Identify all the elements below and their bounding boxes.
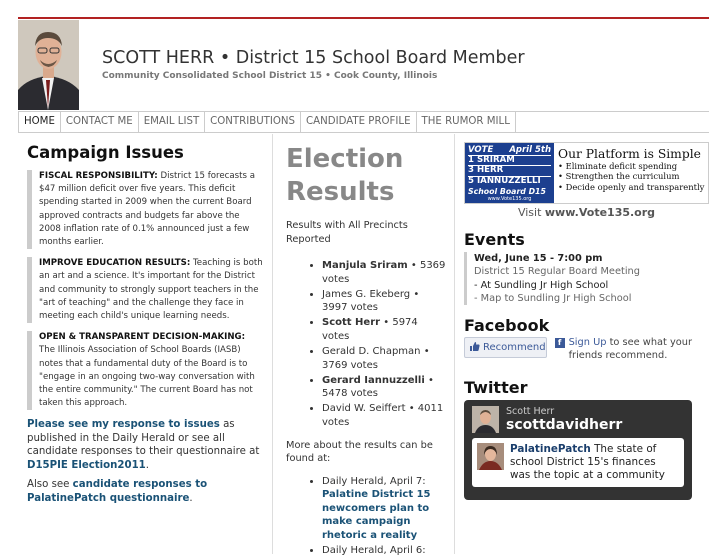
twitter-heading: Twitter bbox=[464, 378, 528, 398]
tweet-user-link[interactable]: PalatinePatch bbox=[510, 443, 591, 456]
twitter-handle[interactable]: scottdavidherr bbox=[506, 417, 623, 434]
events-section bbox=[464, 230, 709, 305]
recommend-button[interactable]: Recommend bbox=[464, 337, 547, 358]
results-intro: Results with All Precincts Reported bbox=[286, 220, 408, 245]
issue-block bbox=[27, 170, 263, 249]
issue-text: The Illinois Association of School Boards (IASB) notes that a fundamental duty of the Board is to "engage in an ongoing two-way conversation with the entire community." The current Board has not taken this approach. bbox=[39, 345, 255, 409]
event-map-link[interactable]: - Map to Sundling Jr High School bbox=[474, 292, 632, 304]
election-results-section bbox=[286, 143, 446, 559]
issue-title: OPEN & TRANSPARENT DECISION-MAKING: bbox=[39, 332, 246, 343]
list-item: • Gerard Iannuzzelli • 5478 votes bbox=[322, 374, 446, 401]
facebook-signup-link[interactable]: Sign Up bbox=[568, 337, 607, 349]
main-nav bbox=[18, 111, 709, 133]
list-item: • David W. Seiffert • 4011 votes bbox=[322, 402, 446, 429]
list-item: • Daily Herald, April 6: bbox=[322, 544, 446, 558]
tweet bbox=[472, 438, 684, 487]
header-rule bbox=[18, 17, 709, 19]
twitter-widget bbox=[464, 400, 692, 500]
event-title: District 15 Regular Board Meeting bbox=[474, 266, 640, 278]
twitter-section bbox=[464, 378, 709, 500]
results-links bbox=[286, 475, 446, 558]
site-subtitle: Community Consolidated School District 15 • Cook County, Illinois bbox=[102, 71, 438, 81]
response-to-issues-link[interactable]: Please see my response to issues bbox=[27, 419, 220, 431]
issue-title: FISCAL RESPONSIBILITY: bbox=[39, 171, 158, 181]
list-item: • Manjula Sriram • 5369 votes bbox=[322, 259, 446, 286]
facebook-heading: Facebook bbox=[464, 316, 550, 336]
issue-text: District 15 forecasts a $47 million deficit over five years. This deficit spending started in 2009 when the current Board approved contracts and budgets far above the 2008 inflation rate of 0.1% announced just a few months earlier. bbox=[39, 171, 255, 248]
campaign-issues-section bbox=[27, 143, 263, 505]
issues-response-paragraph: Please see my response to issues as published in the Daily Herald or see all candidate responses to their questionnaire at D15PIE Election2011. bbox=[27, 419, 260, 471]
patch-paragraph: Also see candidate responses to PalatinePatch questionnaire. bbox=[27, 479, 208, 504]
tweet-text: The state of school District 15's finances was the topic at a community bbox=[510, 443, 665, 482]
nav-home[interactable]: HOME bbox=[18, 112, 61, 132]
issue-block bbox=[27, 257, 263, 323]
platform-text: Our Platform is Simple • Eliminate deficit spending • Strengthen the curriculum • Decide openly and transparently bbox=[558, 147, 705, 192]
daily-herald-link[interactable]: Palatine District 15 newcomers plan to make campaign rhetoric a reality bbox=[322, 489, 431, 541]
avatar bbox=[477, 443, 504, 470]
facebook-signup-text: f Sign Up to see what your friends recommend. bbox=[555, 337, 709, 362]
results-list bbox=[286, 259, 446, 430]
nav-contact-me[interactable]: CONTACT ME bbox=[61, 112, 139, 132]
event-item bbox=[464, 252, 709, 305]
candidate-photo bbox=[18, 20, 79, 110]
column-divider bbox=[272, 134, 273, 554]
sidebar bbox=[464, 142, 709, 500]
patch-questionnaire-link[interactable]: candidate responses to PalatinePatch questionnaire bbox=[27, 479, 208, 504]
ballot-graphic: VOTE April 5th 1 SRIRAM 3 HERR 5 IANNUZZELLI School Board D15 www.Vote135.org bbox=[465, 143, 554, 203]
thumbs-up-icon bbox=[469, 341, 480, 355]
facebook-section bbox=[464, 316, 709, 362]
issue-text: Teaching is both an art and a science. It's important for the District and community to strongly support teachers in the "art of teaching" and the challenge they face in meeting each child's unique learning needs. bbox=[39, 258, 263, 322]
nav-rumor-mill[interactable]: THE RUMOR MILL bbox=[417, 112, 516, 132]
visit-site-text: Visit www.Vote135.org bbox=[517, 206, 656, 219]
nav-candidate-profile[interactable]: CANDIDATE PROFILE bbox=[301, 112, 417, 132]
issue-title: IMPROVE EDUCATION RESULTS: bbox=[39, 258, 191, 269]
site-title: SCOTT HERR • District 15 School Board Member bbox=[102, 48, 525, 68]
nav-contributions[interactable]: CONTRIBUTIONS bbox=[205, 112, 301, 132]
nav-email-list[interactable]: EMAIL LIST bbox=[139, 112, 205, 132]
column-divider bbox=[454, 134, 455, 554]
avatar bbox=[472, 406, 499, 433]
list-item: • Scott Herr • 5974 votes bbox=[322, 316, 446, 343]
issue-block bbox=[27, 331, 263, 410]
list-item: • Gerald D. Chapman • 3769 votes bbox=[322, 345, 446, 372]
vote135-link[interactable]: www.Vote135.org bbox=[544, 206, 656, 219]
events-heading: Events bbox=[464, 230, 525, 249]
d15pie-link[interactable]: D15PIE Election2011 bbox=[27, 459, 146, 471]
twitter-name: Scott Herr bbox=[506, 406, 555, 418]
list-item: • Daily Herald, April 7: Palatine District 15 newcomers plan to make campaign rhetoric a reality bbox=[322, 475, 446, 543]
vote-banner[interactable] bbox=[464, 142, 709, 204]
facebook-icon: f bbox=[555, 338, 565, 348]
event-location: - At Sundling Jr High School bbox=[474, 279, 609, 291]
more-results-text: More about the results can be found at: bbox=[286, 439, 433, 465]
election-results-heading: Election Results bbox=[286, 144, 404, 207]
list-item: • James G. Ekeberg • 3997 votes bbox=[322, 288, 446, 315]
campaign-issues-heading: Campaign Issues bbox=[27, 143, 184, 162]
event-date: Wed, June 15 - 7:00 pm bbox=[474, 253, 603, 264]
